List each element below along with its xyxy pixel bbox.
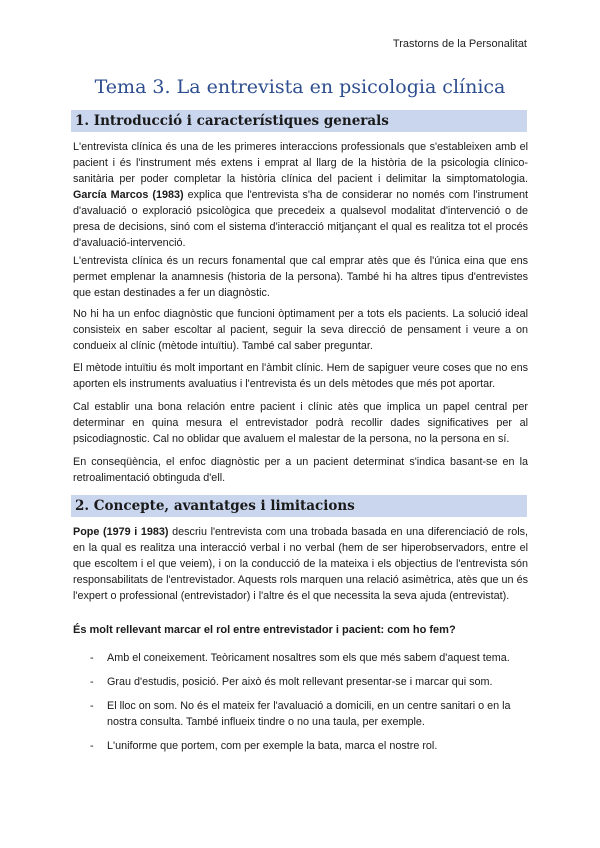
- page-title: Tema 3. La entrevista en psicologia clínica: [94, 76, 506, 98]
- bullet-dash: -: [90, 676, 94, 688]
- concept-paragraph-1: [73, 524, 528, 604]
- list-item-text: L'uniforme que portem, com per exemple la bata, marca el nostre rol.: [107, 740, 438, 752]
- paragraph-text: L'entrevista clínica és una de les primeres interaccions professionals que s'estableixen amb el pacient i és l'instrument més extens i emprat al llarg de la història de la psicologia clínico-sanitària per poder completar la història clínica del pacient i delimitar la simptomatologia.: [73, 141, 528, 185]
- section-heading-concept: 2. Concepte, avantatges i limitacions: [71, 495, 527, 517]
- intro-paragraph-2: L'entrevista clínica és un recurs fonamental que cal emprar atès que és l'única eina que ens permet emplenar la anamnesis (historia de la persona). També hi ha altres tipus d'entrevistes que estan destinades a fer un diagnòstic.: [73, 255, 528, 299]
- author-citation: García Marcos (1983): [73, 189, 184, 201]
- role-question: És molt rellevant marcar el rol entre entrevistador i pacient: com ho fem?: [73, 624, 456, 636]
- running-header: Trastorns de la Personalitat: [392, 38, 527, 50]
- list-item: [90, 674, 530, 690]
- bullet-dash: -: [90, 700, 94, 712]
- intro-paragraph-5: Cal establir una bona relación entre pacient i clínic atès que implica un papel central per determinar en quina mesura el entrevistador podrà recollir dades significatives per al psicodiagnostic. Cal no oblidar que avaluem el malestar de la persona, no la persona en sí.: [73, 401, 528, 445]
- list-item: [90, 650, 530, 666]
- intro-paragraph-6: En conseqüència, el enfoc diagnòstic per a un pacient determinat s'indica basant-se en la retroalimentació obtinguda d'ell.: [73, 456, 528, 484]
- list-item-text: Grau d'estudis, posició. Per això és molt rellevant presentar-se i marcar qui som.: [107, 676, 493, 688]
- section-heading-introduction: 1. Introducció i característiques generals: [71, 110, 527, 132]
- list-item: [90, 698, 530, 730]
- list-item-text: El lloc on som. No és el mateix fer l'avaluació a domicili, en un centre sanitari o en la nostra consulta. També influeix tindre o no una taula, per exemple.: [107, 700, 511, 728]
- bullet-dash: -: [90, 652, 94, 664]
- bullet-dash: -: [90, 740, 94, 752]
- intro-paragraph-3: No hi ha un enfoc diagnòstic que funcioni òptimament per a tots els pacients. La solució ideal consisteix en saber escoltar al pacient, seguir la seva direcció de pensament i veure a on condueix al clínic (mètode intuïtiu). També cal saber preguntar.: [73, 308, 528, 352]
- list-item: [90, 738, 530, 754]
- intro-paragraph-4: El mètode intuïtiu és molt important en l'àmbit clínic. Hem de sapiguer veure coses que no ens aporten els instruments avaluatius i l'entrevista és un dels mètodes que més pot aportar.: [73, 362, 528, 390]
- paragraph-text: descriu l'entrevista com una trobada basada en una diferenciació de rols, en la qual es realitza una interacció verbal i no verbal (hem de ser hiperobservadors, entre el que escoltem i el que veiem), i on la conducció de la mateixa i els objectius de l'entrevista són responsabilitats de l'entrevistador. Aquests rols marquen una relació asimètrica, atès que un és l'expert o professional (entrevistador) i l'altre és el que necessita la seva ajuda (entrevistat).: [73, 526, 528, 602]
- list-item-text: Amb el coneixement. Teòricament nosaltres som els que més sabem d'aquest tema.: [107, 652, 510, 664]
- intro-paragraph-1: [73, 139, 528, 251]
- author-citation: Pope (1979 i 1983): [73, 526, 169, 538]
- paragraph-text: explica que l'entrevista s'ha de considerar no només com l'instrument d'avaluació o exploració psicològica que precedeix a qualsevol modalitat d'intervenció o de presa de decisions, sinó com el sistema d'interacció mitjançant el qual es realitza tot el procés d'avaluació-intervenció.: [73, 189, 528, 249]
